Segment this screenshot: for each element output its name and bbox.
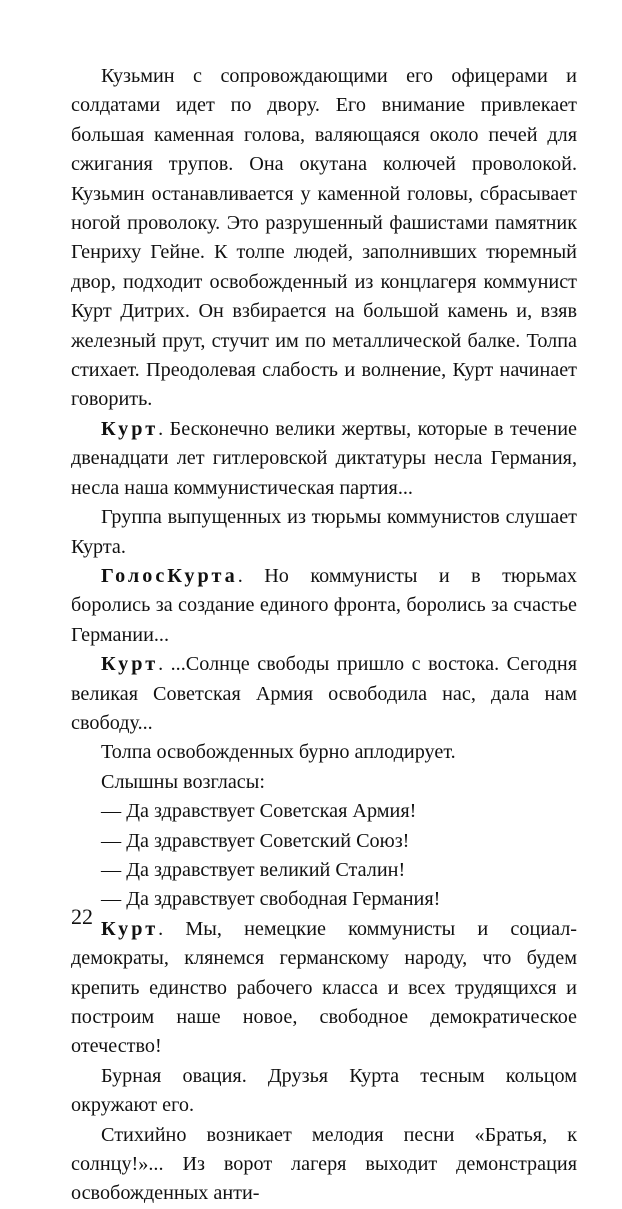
- paragraph-2: [71, 415, 577, 503]
- paragraph-5: [71, 650, 577, 738]
- speaker-name: ГолосКурта: [101, 564, 238, 587]
- paragraph-12-text: . Мы, немецкие коммунисты и социал-демократы, клянемся германскому народу, что будем крепить единство рабочего класса и всех трудящихся и построим наше новое, свободное демократическое отечество!: [71, 917, 577, 1058]
- paragraph-4: [71, 562, 577, 650]
- page-body: [71, 62, 577, 1209]
- paragraph-14-text: Стихийно возникает мелодия песни «Братья, к солнцу!»... Из ворот лагеря выходит демонстрация освобожденных анти-: [71, 1123, 577, 1205]
- paragraph-2-text: . Бесконечно велики жертвы, которые в течение двенадцати лет гитлеровской диктатуры несла Германия, несла наша коммунистическая партия...: [71, 417, 577, 499]
- exclamation-1-text: — Да здравствует Советская Армия!: [101, 800, 417, 823]
- paragraph-3: [71, 503, 577, 562]
- paragraph-14: [71, 1121, 577, 1209]
- exclamation-4: [71, 885, 577, 914]
- paragraph-3-text: Группа выпущенных из тюрьмы коммунистов слушает Курта.: [71, 506, 577, 558]
- paragraph-4-text: . Но коммунисты и в тюрьмах боролись за создание единого фронта, боролись за счастье Германии...: [71, 564, 577, 646]
- paragraph-7: [71, 768, 577, 797]
- exclamation-3: [71, 856, 577, 885]
- paragraph-5-text: . ...Солнце свободы пришло с востока. Сегодня великая Советская Армия освободила нас, дала нам свободу...: [71, 653, 577, 734]
- paragraph-6-text: Толпа освобожденных бурно аплодирует.: [101, 741, 456, 764]
- exclamation-2: [71, 827, 577, 856]
- exclamation-2-text: — Да здравствует Советский Союз!: [101, 829, 410, 852]
- paragraph-1: [71, 62, 577, 415]
- speaker-name: Курт: [101, 917, 159, 940]
- exclamation-3-text: — Да здравствует великий Сталин!: [101, 858, 406, 881]
- paragraph-6: [71, 738, 577, 767]
- paragraph-13: [71, 1062, 577, 1121]
- page-number: 22: [71, 904, 93, 929]
- exclamation-1: [71, 797, 577, 826]
- paragraph-13-text: Бурная овация. Друзья Курта тесным кольцом окружают его.: [71, 1064, 577, 1117]
- paragraph-12: [71, 915, 577, 1062]
- paragraph-1-text: Кузьмин с сопровождающими его офицерами и солдатами идет по двору. Его внимание привлекает большая каменная голова, валяющаяся около печей для сжигания трупов. Она окутана колючей проволокой. Кузьмин останавливается у каменной головы, сбрасывает ногой проволоку. Это разрушенный фашистами памятник Генриху Гейне. К толпе людей, заполнивших тюремный двор, подходит освобожденный из концлагеря коммунист Курт Дитрих. Он взбирается на большой камень и, взяв железный прут, стучит им по металлической балке. Толпа стихает. Преодолевая слабость и волнение, Курт начинает говорить.: [71, 65, 577, 411]
- paragraph-7-text: Слышны возгласы:: [101, 770, 265, 793]
- speaker-name: Курт: [101, 417, 159, 440]
- speaker-name: Курт: [101, 653, 159, 676]
- exclamation-4-text: — Да здравствует свободная Германия!: [101, 888, 441, 911]
